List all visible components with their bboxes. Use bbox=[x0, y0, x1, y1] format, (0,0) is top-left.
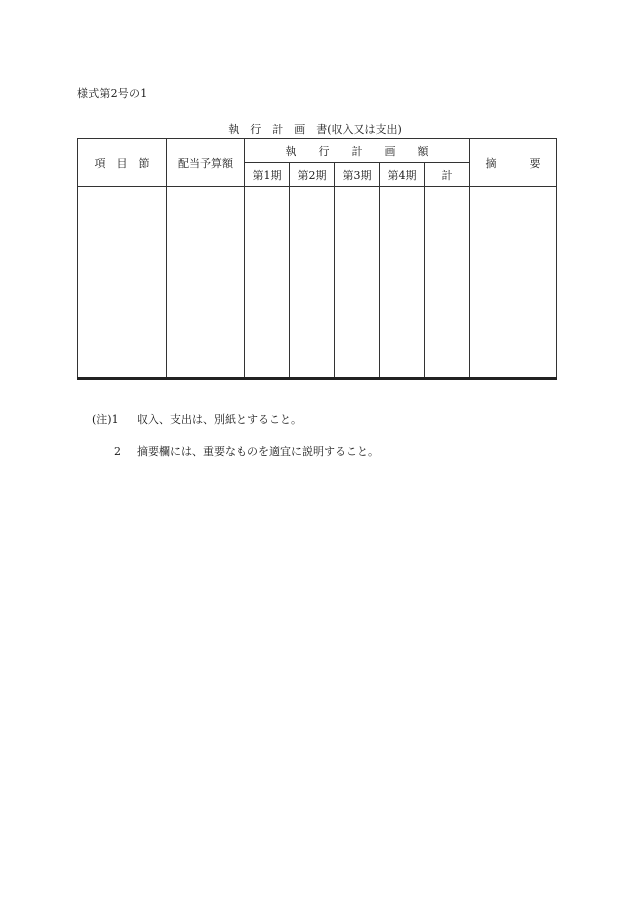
header-period-1: 第1期 bbox=[245, 163, 290, 187]
cell-item-section[interactable] bbox=[78, 187, 167, 379]
note-2-text: 摘要欄には、重要なものを適宜に説明すること。 bbox=[137, 445, 379, 458]
form-number: 様式第2号の1 bbox=[77, 87, 148, 100]
table-header-row-1 bbox=[78, 139, 557, 163]
header-period-3: 第3期 bbox=[335, 163, 380, 187]
note-1-text: 収入、支出は、別紙とすること。 bbox=[137, 413, 302, 426]
table-row bbox=[78, 187, 557, 379]
cell-summary[interactable] bbox=[470, 187, 557, 379]
cell-period-2[interactable] bbox=[290, 187, 335, 379]
cell-allocated-budget[interactable] bbox=[167, 187, 245, 379]
header-total: 計 bbox=[425, 163, 470, 187]
note-2-number: 2 bbox=[114, 445, 121, 458]
cell-total[interactable] bbox=[425, 187, 470, 379]
note-prefix: (注)1 bbox=[92, 413, 119, 426]
document-title bbox=[0, 121, 630, 137]
notes bbox=[92, 404, 379, 468]
header-summary: 摘 要 bbox=[470, 139, 557, 187]
header-period-4: 第4期 bbox=[380, 163, 425, 187]
cell-period-1[interactable] bbox=[245, 187, 290, 379]
note-1 bbox=[92, 404, 379, 436]
note-2 bbox=[92, 436, 379, 468]
cell-period-3[interactable] bbox=[335, 187, 380, 379]
cell-period-4[interactable] bbox=[380, 187, 425, 379]
execution-plan-table bbox=[77, 138, 557, 380]
header-item-section: 項 目 節 bbox=[78, 139, 167, 187]
document-title-text: 執 行 計 画 書(収入又は支出) bbox=[228, 123, 402, 136]
header-allocated-budget: 配当予算額 bbox=[167, 139, 245, 187]
header-period-2: 第2期 bbox=[290, 163, 335, 187]
header-execution-plan-amount: 執 行 計 画 額 bbox=[245, 139, 470, 163]
